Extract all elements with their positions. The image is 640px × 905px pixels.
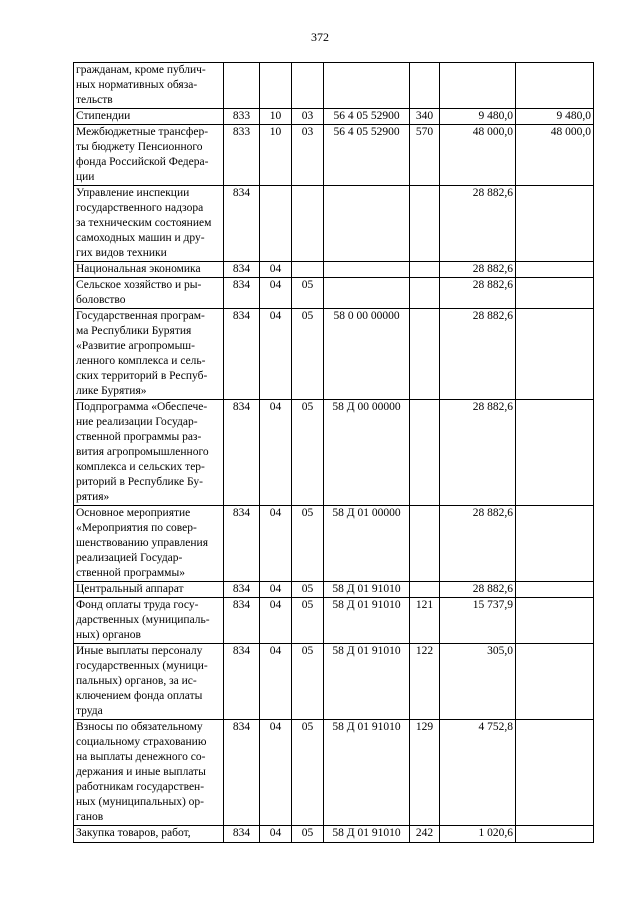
expense-type <box>410 309 440 400</box>
section-code: 10 <box>260 125 292 186</box>
expense-type: 340 <box>410 109 440 125</box>
subsection-code: 05 <box>292 720 324 826</box>
amount: 28 882,6 <box>440 309 516 400</box>
section-code: 10 <box>260 109 292 125</box>
section-code: 04 <box>260 720 292 826</box>
table-row <box>74 278 594 309</box>
amount: 28 882,6 <box>440 506 516 582</box>
amount-federal <box>516 278 594 309</box>
expense-type: 242 <box>410 826 440 843</box>
section-code: 04 <box>260 826 292 843</box>
ministry-code: 834 <box>224 262 260 278</box>
row-name: гражданам, кроме публич- ных нормативных обяза- тельств <box>74 63 224 109</box>
amount-federal <box>516 309 594 400</box>
amount: 28 882,6 <box>440 262 516 278</box>
target-article: 56 4 05 52900 <box>324 109 410 125</box>
target-article <box>324 63 410 109</box>
amount-federal <box>516 186 594 262</box>
amount-federal <box>516 400 594 506</box>
row-name: Основное мероприятие «Мероприятия по совер- шенствованию управления реализацией Государ- ственной программы» <box>74 506 224 582</box>
row-name: Фонд оплаты труда госу- дарственных (муниципаль- ных) органов <box>74 598 224 644</box>
amount: 1 020,6 <box>440 826 516 843</box>
row-name: Иные выплаты персоналу государственных (муници- пальных) органов, за ис- ключением фонда оплаты труда <box>74 644 224 720</box>
expense-type: 121 <box>410 598 440 644</box>
row-name: Государственная програм- ма Республики Бурятия «Развитие агропромыш- ленного комплекса и сель- ских территорий в Респуб- лике Бурятия» <box>74 309 224 400</box>
section-code: 04 <box>260 309 292 400</box>
amount-federal <box>516 720 594 826</box>
table-row <box>74 125 594 186</box>
row-name: Межбюджетные трансфер- ты бюджету Пенсионного фонда Российской Федера- ции <box>74 125 224 186</box>
expense-type <box>410 506 440 582</box>
subsection-code <box>292 63 324 109</box>
expense-type <box>410 186 440 262</box>
subsection-code: 05 <box>292 644 324 720</box>
row-name: Закупка товаров, работ, <box>74 826 224 843</box>
target-article <box>324 262 410 278</box>
subsection-code: 05 <box>292 309 324 400</box>
amount: 4 752,8 <box>440 720 516 826</box>
table-row <box>74 186 594 262</box>
table-row <box>74 309 594 400</box>
amount: 9 480,0 <box>440 109 516 125</box>
target-article: 58 Д 01 91010 <box>324 582 410 598</box>
amount: 28 882,6 <box>440 186 516 262</box>
row-name: Сельское хозяйство и ры- боловство <box>74 278 224 309</box>
amount <box>440 63 516 109</box>
table-row <box>74 582 594 598</box>
target-article: 58 0 00 00000 <box>324 309 410 400</box>
target-article <box>324 186 410 262</box>
amount-federal <box>516 262 594 278</box>
row-name: Стипендии <box>74 109 224 125</box>
section-code: 04 <box>260 506 292 582</box>
target-article: 56 4 05 52900 <box>324 125 410 186</box>
expense-type <box>410 63 440 109</box>
ministry-code: 834 <box>224 826 260 843</box>
target-article: 58 Д 01 00000 <box>324 506 410 582</box>
amount-federal <box>516 644 594 720</box>
amount-federal <box>516 582 594 598</box>
subsection-code: 05 <box>292 582 324 598</box>
target-article: 58 Д 01 91010 <box>324 826 410 843</box>
amount-federal <box>516 598 594 644</box>
subsection-code: 03 <box>292 109 324 125</box>
amount: 28 882,6 <box>440 582 516 598</box>
ministry-code <box>224 63 260 109</box>
ministry-code: 834 <box>224 278 260 309</box>
expense-type <box>410 400 440 506</box>
ministry-code: 834 <box>224 506 260 582</box>
row-name: Подпрограмма «Обеспече- ние реализации Государ- ственной программы раз- вития агропромышленного комплекса и сельских тер- риторий в Республике Бу- рятия» <box>74 400 224 506</box>
amount-federal <box>516 63 594 109</box>
amount-federal: 48 000,0 <box>516 125 594 186</box>
subsection-code: 05 <box>292 278 324 309</box>
subsection-code: 05 <box>292 400 324 506</box>
amount: 48 000,0 <box>440 125 516 186</box>
target-article: 58 Д 00 00000 <box>324 400 410 506</box>
expense-type <box>410 262 440 278</box>
section-code <box>260 63 292 109</box>
section-code <box>260 186 292 262</box>
table-row <box>74 826 594 843</box>
target-article: 58 Д 01 91010 <box>324 720 410 826</box>
ministry-code: 833 <box>224 109 260 125</box>
section-code: 04 <box>260 278 292 309</box>
expense-type: 122 <box>410 644 440 720</box>
section-code: 04 <box>260 400 292 506</box>
row-name: Взносы по обязательному социальному страхованию на выплаты денежного со- держания и иные выплаты работникам государствен- ных (муниципальных) ор- ганов <box>74 720 224 826</box>
table-row <box>74 506 594 582</box>
ministry-code: 834 <box>224 400 260 506</box>
amount-federal <box>516 826 594 843</box>
subsection-code <box>292 262 324 278</box>
target-article: 58 Д 01 91010 <box>324 598 410 644</box>
amount: 28 882,6 <box>440 400 516 506</box>
section-code: 04 <box>260 598 292 644</box>
ministry-code: 834 <box>224 720 260 826</box>
row-name: Управление инспекции государственного надзора за техническим состоянием самоходных машин и дру- гих видов техники <box>74 186 224 262</box>
ministry-code: 834 <box>224 186 260 262</box>
amount-federal <box>516 506 594 582</box>
expense-type <box>410 278 440 309</box>
subsection-code: 05 <box>292 506 324 582</box>
ministry-code: 834 <box>224 309 260 400</box>
subsection-code: 05 <box>292 598 324 644</box>
row-name: Центральный аппарат <box>74 582 224 598</box>
table-row <box>74 644 594 720</box>
table-row <box>74 400 594 506</box>
table-row <box>74 262 594 278</box>
ministry-code: 833 <box>224 125 260 186</box>
table-row <box>74 720 594 826</box>
amount-federal: 9 480,0 <box>516 109 594 125</box>
amount: 15 737,9 <box>440 598 516 644</box>
expense-type <box>410 582 440 598</box>
ministry-code: 834 <box>224 598 260 644</box>
page-number: 372 <box>311 30 329 44</box>
ministry-code: 834 <box>224 582 260 598</box>
amount: 305,0 <box>440 644 516 720</box>
subsection-code: 03 <box>292 125 324 186</box>
section-code: 04 <box>260 644 292 720</box>
amount: 28 882,6 <box>440 278 516 309</box>
target-article: 58 Д 01 91010 <box>324 644 410 720</box>
section-code: 04 <box>260 262 292 278</box>
row-name: Национальная экономика <box>74 262 224 278</box>
section-code: 04 <box>260 582 292 598</box>
subsection-code: 05 <box>292 826 324 843</box>
subsection-code <box>292 186 324 262</box>
table-row <box>74 63 594 109</box>
table-row <box>74 109 594 125</box>
target-article <box>324 278 410 309</box>
budget-table <box>73 62 594 843</box>
expense-type: 129 <box>410 720 440 826</box>
table-row <box>74 598 594 644</box>
expense-type: 570 <box>410 125 440 186</box>
ministry-code: 834 <box>224 644 260 720</box>
